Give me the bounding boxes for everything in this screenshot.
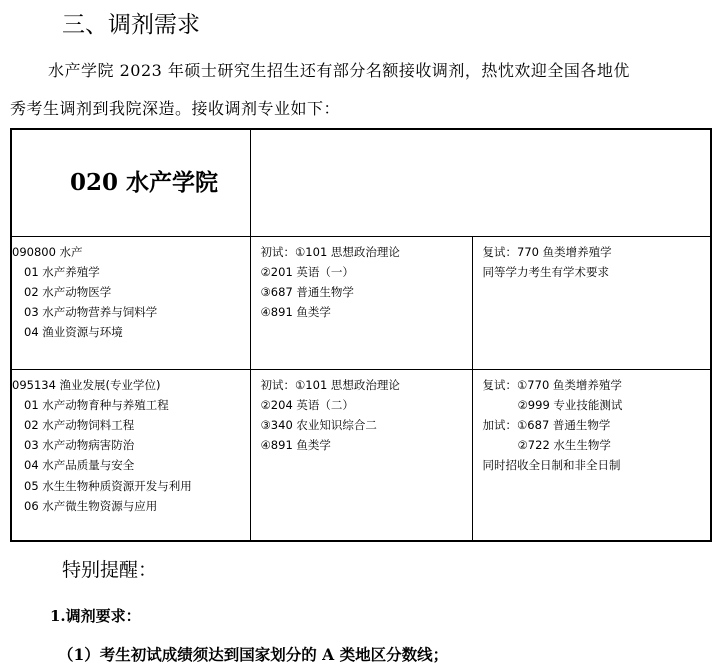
exam-item: ③340 农业知识综合二 (260, 417, 377, 432)
college-row (11, 129, 711, 236)
retest-item: ②999 专业技能测试 (517, 397, 623, 412)
direction-item: 06 水产微生物资源与应用 (24, 498, 158, 513)
exam-item: 初试：①101 思想政治理论 (260, 244, 400, 259)
college-blank-cell (250, 129, 711, 236)
exam-item: ②201 英语（一） (260, 264, 354, 279)
major-name: 090800 水产 (12, 244, 83, 259)
exam-cell (250, 236, 472, 369)
retest-note: 同等学力考生有学术要求 (482, 264, 609, 279)
major-cell (11, 236, 250, 369)
reminder-title: 特别提醒： (62, 559, 158, 581)
exam-item: ④891 鱼类学 (260, 438, 331, 453)
table-row (11, 236, 711, 369)
direction-item: 04 水产品质量与安全 (24, 458, 135, 473)
retest-cell (472, 369, 711, 541)
college-name: 020 水产学院 (70, 168, 219, 196)
major-cell (11, 369, 250, 541)
direction-item: 02 水产动物饲料工程 (24, 417, 135, 432)
table-row (11, 369, 711, 541)
retest-item: 复试：770 鱼类增养殖学 (482, 244, 612, 259)
section-title: 三、调剂需求 (62, 12, 200, 38)
direction-item: 03 水产动物营养与饲料学 (24, 305, 158, 320)
intro-line-2: 秀考生调剂到我院深造。接收调剂专业如下： (10, 99, 341, 118)
extra-test-item: ②722 水生生物学 (517, 438, 611, 453)
direction-item: 02 水产动物医学 (24, 284, 112, 299)
retest-note: 同时招收全日制和非全日制 (482, 458, 621, 473)
exam-item: ④891 鱼类学 (260, 305, 331, 320)
requirement-title: 1.调剂要求： (50, 607, 141, 625)
intro-line-1: 水产学院 2023 年硕士研究生招生还有部分名额接收调剂，热忱欢迎全国各地优 (48, 61, 630, 80)
extra-test-item: 加试：①687 普通生物学 (482, 417, 611, 432)
retest-cell (472, 236, 711, 369)
major-name: 095134 渔业发展(专业学位) (12, 377, 161, 392)
direction-item: 04 渔业资源与环境 (24, 325, 123, 340)
admission-table (10, 128, 712, 542)
requirement-item: （1）考生初试成绩须达到国家划分的 A 类地区分数线； (58, 645, 449, 664)
direction-item: 01 水产动物育种与养殖工程 (24, 397, 169, 412)
college-cell (11, 129, 250, 236)
exam-item: 初试：①101 思想政治理论 (260, 377, 400, 392)
direction-item: 03 水产动物病害防治 (24, 438, 135, 453)
exam-cell (250, 369, 472, 541)
exam-item: ③687 普通生物学 (260, 284, 354, 299)
direction-item: 05 水生生物种质资源开发与利用 (24, 478, 192, 493)
exam-item: ②204 英语（二） (260, 397, 354, 412)
retest-item: 复试：①770 鱼类增养殖学 (482, 377, 622, 392)
direction-item: 01 水产养殖学 (24, 264, 100, 279)
